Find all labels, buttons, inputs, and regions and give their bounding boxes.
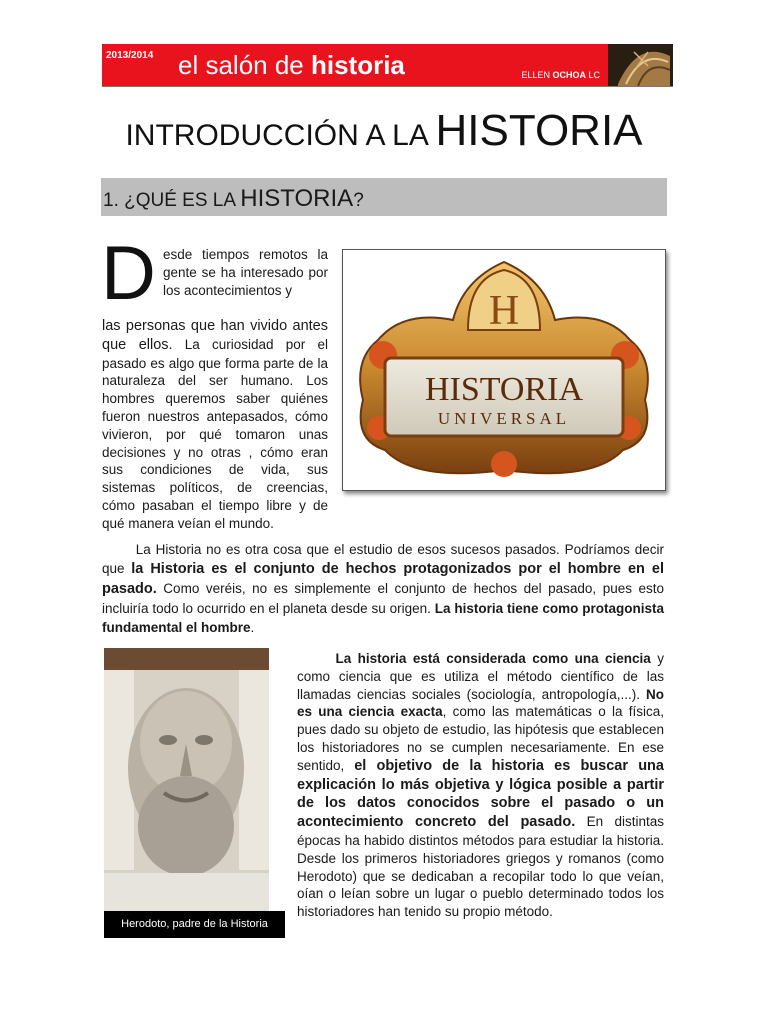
author-name: ELLEN OCHOA LC [521, 70, 600, 80]
school-year: 2013/2014 [106, 50, 154, 61]
site-title: el salón de historia [178, 50, 405, 80]
logo-title: HISTORIA [424, 371, 584, 408]
science-paragraph: La historia está considerada como una ciencia y como ciencia que es utiliza el método científico de las llamadas ciencias sociales (sociología, antropología,...). No es una ciencia exacta, como las matemáticas o la física, pues dado su objeto de estudio, las hipótesis que establecen los historiadores no se cumplen necesariamente. En ese sentido, el objetivo de la historia es buscar una explicación lo más objetiva y lógica posible a partir de los datos conocidos sobre el pasado o un acontecimiento concreto del pasado. En distintas épocas ha habido distintos métodos para estudiar la historia. Desde los primeros historiadores griegos y romanos (como Herodoto) que se dedicaban a recopilar todo lo que veían, oían o leían sobre un lugar o pueblo determinado todos los historiadores han tenido su propio método. [297, 651, 665, 920]
header-decorative-image [608, 44, 673, 87]
definition-paragraph: La Historia no es otra cosa que el estudio de esos sucesos pasados. Podríamos decir que la Historia es el conjunto de hechos protagonizados por el hombre en el pasado. Como veréis, no es simplemente el conjunto de hechos del pasado, pues esto incluiría todo lo ocurrido en el planeta desde su origen. La historia tiene como protagonista fundamental el hombre. [102, 542, 664, 635]
page-title: INTRODUCCIÓN A LA HISTORIA [125, 106, 643, 155]
historia-universal-logo [342, 249, 666, 491]
intro-text-top: esde tiempos remotos la gente se ha interesado por los acontecimientos y [163, 247, 328, 298]
section-heading: 1. ¿QUÉ ES LA HISTORIA? [103, 185, 364, 212]
header-rule [102, 86, 673, 87]
logo-subtitle: UNIVERSAL [437, 409, 571, 428]
herodotus-photo [104, 648, 269, 911]
header-bar [102, 44, 608, 87]
photo-caption: Herodoto, padre de la Historia [104, 911, 285, 938]
drop-cap: D [101, 231, 156, 316]
section-heading-bar [101, 178, 667, 216]
intro-text: las personas que han vivido antes que ellos. La curiosidad por el pasado es algo que forma parte de la naturaleza del ser humano. Los hombres queremos saber quiénes fueron nuestros antepasados, cómo vivieron, por qué tomaron unas decisiones y no otras , cómo eran sus condiciones de vida, sus sistemas políticos, de creencias, cómo pasaban el tiempo libre y de qué manera veían el mundo. [102, 318, 328, 531]
logo-monogram: H [488, 288, 520, 334]
